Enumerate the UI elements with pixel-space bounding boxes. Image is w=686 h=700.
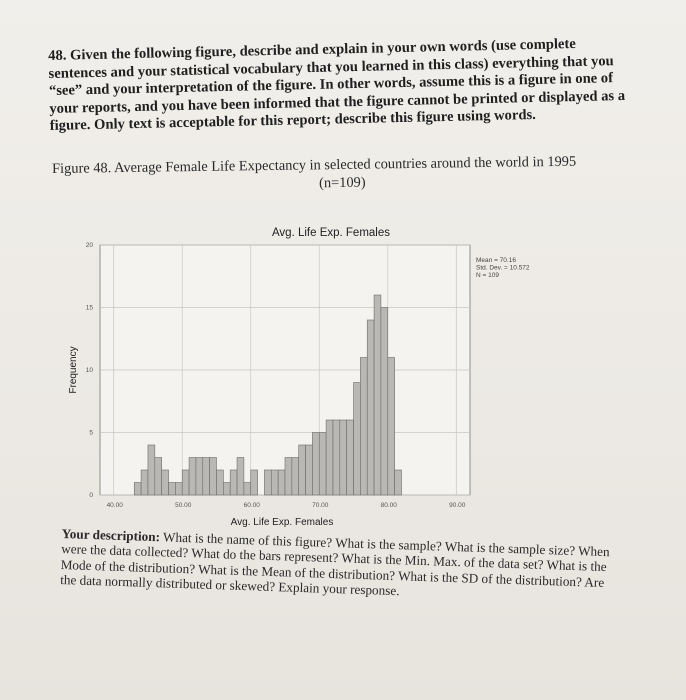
- histogram-bar: [182, 470, 189, 495]
- histogram-bar: [175, 483, 182, 496]
- histogram-bar: [237, 458, 244, 496]
- histogram-bar: [196, 458, 203, 496]
- histogram-bar: [148, 445, 155, 495]
- histogram-bar: [333, 420, 340, 495]
- histogram-bar: [278, 470, 285, 495]
- figure-sample-size: (n=109): [318, 174, 366, 192]
- histogram-bar: [271, 470, 278, 495]
- x-axis-ticks: [107, 502, 466, 509]
- y-tick-label: 5: [89, 429, 93, 437]
- histogram-bar: [292, 458, 299, 496]
- histogram-bar: [312, 433, 319, 496]
- histogram-bar: [319, 433, 326, 496]
- x-tick-label: 90.00: [449, 502, 466, 509]
- stats-line: Mean = 70.16: [476, 257, 516, 264]
- y-tick-label: 10: [85, 367, 93, 374]
- stats-line: Std. Dev. = 10.572: [476, 264, 530, 272]
- histogram-bar: [360, 358, 367, 496]
- histogram-bar: [203, 458, 210, 496]
- histogram-bar: [169, 483, 176, 496]
- y-tick-label: 0: [89, 492, 93, 499]
- y-tick-label: 20: [85, 242, 93, 249]
- x-tick-label: 50.00: [175, 502, 192, 509]
- histogram-bar: [251, 470, 258, 495]
- y-tick-label: 15: [85, 304, 93, 312]
- x-tick-label: 40.00: [106, 502, 123, 509]
- histogram-bar: [189, 458, 196, 496]
- x-tick-label: 60.00: [243, 502, 260, 509]
- x-tick-label: 70.00: [312, 502, 329, 509]
- histogram-bar: [210, 458, 217, 496]
- histogram-bar: [326, 420, 333, 495]
- x-axis-label: Avg. Life Exp. Females: [230, 517, 334, 528]
- histogram-bar: [354, 383, 361, 496]
- x-tick-label: 80.00: [380, 502, 397, 509]
- histogram-bar: [134, 483, 141, 496]
- histogram-bar: [367, 320, 374, 495]
- histogram-bar: [299, 445, 306, 495]
- histogram-bar: [141, 470, 148, 495]
- histogram-bar: [347, 420, 354, 495]
- stats-legend: [476, 257, 530, 279]
- histogram-bar: [374, 295, 381, 495]
- chart-title: Avg. Life Exp. Females: [271, 227, 391, 239]
- question-48-text: 48. Given the following figure, describe and explain in your own words (use complete sentences and your statistical vocabulary that you learned in this class) everything that you “see” and your interpretation of the figure. In other words, assume this is a figure in one of your reports, and you have been informed that the figure cannot be printed or displayed as a figure. Only text is acceptable for this report; describe this figure using words.: [48, 36, 626, 134]
- description-lead: Your description:: [61, 526, 161, 545]
- histogram-bar: [155, 458, 162, 496]
- histogram-bar: [381, 308, 388, 496]
- histogram-bar: [216, 470, 223, 495]
- histogram-bar: [306, 445, 313, 495]
- figure-caption-text: Figure 48. Average Female Life Expectancy in selected countries around the world in 1995: [52, 153, 577, 177]
- stats-line: N = 109: [476, 272, 499, 279]
- y-axis-ticks: [86, 242, 94, 499]
- histogram-bar: [244, 483, 251, 496]
- y-axis-label: Frequency: [68, 346, 79, 394]
- histogram-bar: [162, 470, 169, 495]
- histogram-bar: [264, 470, 271, 495]
- histogram-bar: [230, 470, 237, 495]
- histogram-bar: [285, 458, 292, 496]
- description-questions: What is the name of this figure? What is the sample? What is the sample size? When were the data collected? What do the bars represent? What is the Min. Max. of the data set? What is the Mode of the distribution? What is the Mean of the distribution? What is the SD of the distribution? Are the data normally distributed or skewed? Explain your response.: [59, 529, 610, 599]
- histogram-bar: [388, 358, 395, 496]
- histogram-bar: [223, 483, 230, 496]
- histogram-bar: [395, 470, 402, 495]
- plot-area: [86, 242, 470, 509]
- histogram-bar: [340, 420, 347, 495]
